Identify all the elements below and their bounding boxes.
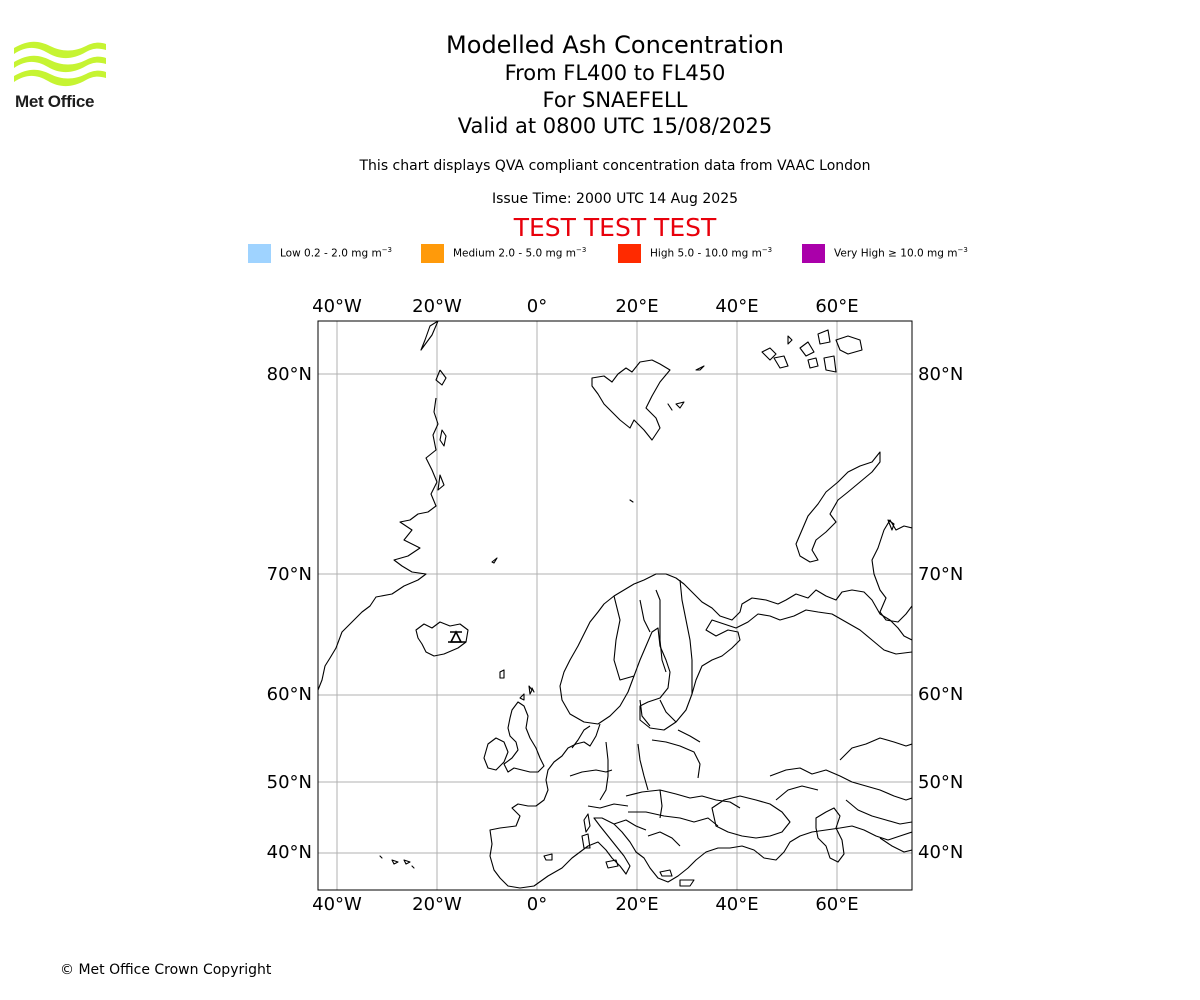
lon-label-top: 20°W	[412, 296, 462, 317]
copyright-notice: © Met Office Crown Copyright	[60, 962, 272, 978]
chart-title: Modelled Ash Concentration	[446, 31, 784, 59]
lon-label-bottom: 20°E	[615, 894, 659, 915]
left-latitude-labels	[267, 364, 312, 863]
lat-label-right: 60°N	[918, 684, 964, 705]
lat-label-right: 70°N	[918, 564, 964, 585]
legend-label-very-high: Very High ≥ 10.0 mg m	[834, 247, 958, 260]
lon-label-top: 20°E	[615, 296, 659, 317]
chart-description: This chart displays QVA compliant concentration data from VAAC London	[359, 158, 871, 174]
flight-level-range: From FL400 to FL450	[504, 61, 726, 85]
coastline-novaya-zemlya	[796, 452, 880, 562]
lon-label-top: 40°W	[312, 296, 362, 317]
lat-label-right: 50°N	[918, 772, 964, 793]
coastline-caspian-sea	[816, 808, 844, 862]
lon-label-top: 0°	[526, 296, 548, 317]
legend-unit-exponent: −3	[575, 246, 587, 254]
legend-label-low: Low 0.2 - 2.0 mg m	[280, 247, 382, 260]
lat-label-left: 40°N	[266, 842, 312, 863]
lat-label-left: 80°N	[266, 364, 312, 385]
lon-label-bottom: 40°W	[312, 894, 362, 915]
top-longitude-labels	[312, 296, 858, 317]
right-latitude-labels	[918, 364, 963, 863]
legend-label-medium: Medium 2.0 - 5.0 mg m	[453, 247, 576, 260]
coastline-scandinavia	[560, 574, 912, 730]
coastline-europe	[490, 724, 912, 888]
legend-unit-exponent: −3	[761, 246, 773, 254]
coastline-azores	[380, 856, 414, 868]
coastline-great-britain	[504, 702, 544, 772]
lon-label-top: 60°E	[815, 296, 859, 317]
test-banner: TEST TEST TEST	[513, 213, 717, 242]
lat-label-right: 40°N	[918, 842, 964, 863]
coastline-black-sea	[712, 796, 790, 838]
lat-label-left: 60°N	[266, 684, 312, 705]
logo-text: Met Office	[15, 92, 95, 111]
issue-time: Issue Time: 2000 UTC 14 Aug 2025	[491, 191, 739, 207]
lon-label-top: 40°E	[715, 296, 759, 317]
lon-label-bottom: 20°W	[412, 894, 462, 915]
lon-label-bottom: 40°E	[715, 894, 759, 915]
lon-label-bottom: 60°E	[815, 894, 859, 915]
lat-label-left: 70°N	[266, 564, 312, 585]
valid-time: Valid at 0800 UTC 15/08/2025	[457, 114, 773, 138]
lat-label-left: 50°N	[266, 772, 312, 793]
coastline-franz-josef-land	[762, 330, 862, 372]
legend-label-high: High 5.0 - 10.0 mg m	[650, 247, 762, 260]
triangle-icon	[451, 632, 461, 642]
lat-label-right: 80°N	[918, 364, 964, 385]
legend-unit-exponent: −3	[957, 246, 968, 254]
bottom-longitude-labels	[312, 894, 858, 915]
coastlines	[318, 321, 912, 888]
coastline-svalbard	[592, 360, 670, 440]
volcano-name: For SNAEFELL	[542, 87, 688, 112]
legend-unit-exponent: −3	[381, 246, 393, 254]
lon-label-bottom: 0°	[526, 894, 548, 915]
